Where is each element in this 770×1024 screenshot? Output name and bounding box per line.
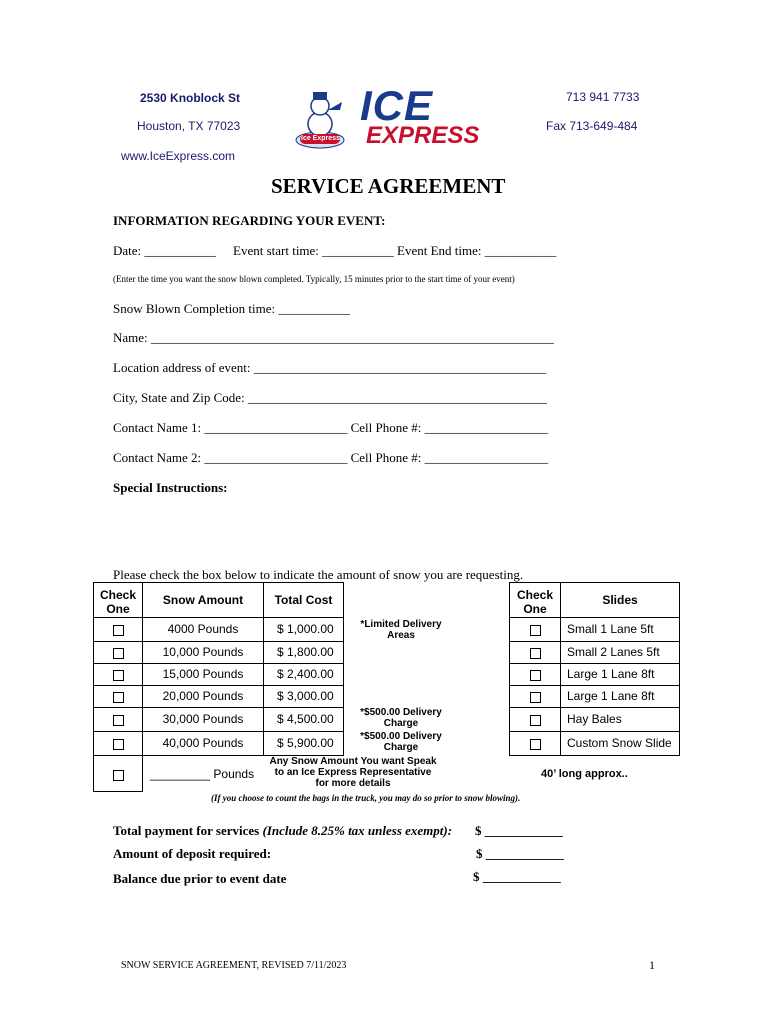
total-payment-text: Total payment for services [113, 823, 260, 838]
speak-representative-note: Any Snow Amount You want Speak to an Ice Express Representative for more details [269, 756, 437, 789]
slide-checkbox[interactable] [530, 715, 541, 726]
snow-amount-cell: 20,000 Pounds [162, 689, 244, 703]
slide-cell: Large 1 Lane 8ft [567, 667, 655, 681]
snow-amount-cell: 10,000 Pounds [162, 645, 244, 659]
page-title: SERVICE AGREEMENT [271, 174, 506, 198]
total-cost-cell: $ 2,400.00 [277, 667, 334, 681]
bags-note: (If you choose to count the bags in the truck, you may do so prior to snow blowing). [211, 793, 521, 803]
company-phone: 713 941 7733 [566, 90, 640, 104]
slide-cell: Small 1 Lane 5ft [567, 622, 654, 636]
snow-amount-cell: 30,000 Pounds [162, 712, 244, 726]
company-website[interactable]: www.IceExpress.com [121, 149, 236, 163]
deposit-value[interactable]: $ ____________ [476, 846, 564, 861]
name-field[interactable]: Name: ______________________________________________________________ [113, 330, 554, 345]
custom-amount-cell[interactable]: _________ Pounds [150, 767, 255, 781]
page-number: 1 [649, 958, 655, 972]
company-city: Houston, TX 77023 [137, 119, 241, 133]
total-cost-cell: $ 5,900.00 [277, 736, 334, 750]
snow-checkbox[interactable] [113, 739, 124, 750]
snow-amount-cell: 15,000 Pounds [162, 667, 244, 681]
slide-checkbox[interactable] [530, 692, 541, 703]
long-approx-note: 40’ long approx.. [541, 768, 628, 780]
total-payment-value[interactable]: $ ____________ [475, 823, 563, 838]
total-cost-cell: $ 1,000.00 [277, 622, 334, 636]
snow-checkbox[interactable] [113, 648, 124, 659]
total-payment-label [113, 823, 452, 839]
company-address: 2530 Knoblock St [140, 91, 241, 105]
event-start-field[interactable]: Event start time: ___________ [233, 243, 394, 258]
tax-note: (Include 8.25% tax unless exempt): [262, 823, 453, 838]
logo-ice-text: ICE [360, 82, 434, 129]
time-note: (Enter the time you want the snow blown completed. Typically, 15 minutes prior to the start time of your event) [113, 274, 515, 284]
total-cost-cell: $ 3,000.00 [277, 689, 334, 703]
date-field[interactable]: Date: ___________ [113, 243, 216, 258]
footer-text: SNOW SERVICE AGREEMENT, REVISED 7/11/2023 [121, 960, 347, 971]
info-heading: INFORMATION REGARDING YOUR EVENT: [113, 213, 386, 228]
slide-cell: Large 1 Lane 8ft [567, 689, 655, 703]
total-cost-cell: $ 1,800.00 [277, 645, 334, 659]
logo-express-text: EXPRESS [366, 122, 480, 149]
delivery-charge-note-1: *$500.00 Delivery Charge [360, 707, 442, 729]
balance-value[interactable]: $ ____________ [473, 869, 561, 884]
snow-checkbox[interactable] [113, 625, 124, 636]
header-total-cost: Total Cost [274, 593, 333, 607]
slide-checkbox[interactable] [530, 670, 541, 681]
header-check-left: Check One [99, 588, 137, 616]
balance-label: Balance due prior to event date [113, 871, 287, 886]
event-end-field[interactable]: Event End time: ___________ [397, 243, 557, 258]
header-slides: Slides [602, 593, 638, 607]
header-check-right: Check One [516, 588, 554, 616]
snow-amount-cell: 4000 Pounds [167, 622, 239, 636]
slide-cell: Small 2 Lanes 5ft [567, 645, 660, 659]
snow-checkbox[interactable] [113, 692, 124, 703]
contact1-field[interactable]: Contact Name 1: ______________________ Cell Phone #: ___________________ [113, 420, 549, 435]
total-cost-cell: $ 4,500.00 [277, 712, 334, 726]
check-instruction: Please check the box below to indicate the amount of snow you are requesting. [113, 567, 524, 582]
snow-amount-cell: 40,000 Pounds [162, 736, 244, 750]
special-instructions-label: Special Instructions: [113, 480, 228, 495]
location-field[interactable]: Location address of event: _____________________________________________ [113, 360, 547, 375]
delivery-charge-note-2: *$500.00 Delivery Charge [360, 731, 442, 753]
city-state-field[interactable]: City, State and Zip Code: ______________________________________________ [113, 390, 547, 405]
snow-checkbox[interactable] [113, 670, 124, 681]
deposit-label: Amount of deposit required: [113, 846, 272, 861]
header-snow-amount: Snow Amount [162, 593, 244, 607]
snow-checkbox[interactable] [113, 715, 124, 726]
slide-cell: Hay Bales [567, 712, 622, 726]
slide-checkbox[interactable] [530, 625, 541, 636]
snow-blown-field[interactable]: Snow Blown Completion time: ___________ [113, 301, 350, 316]
limited-delivery-note: *Limited Delivery Areas [360, 619, 442, 641]
logo-badge-text: Ice Express [301, 135, 340, 142]
ice-express-logo [292, 82, 494, 152]
snow-checkbox[interactable] [113, 770, 124, 781]
slide-cell: Custom Snow Slide [567, 736, 672, 750]
slide-checkbox[interactable] [530, 648, 541, 659]
slide-checkbox[interactable] [530, 739, 541, 750]
contact2-field[interactable]: Contact Name 2: ______________________ Cell Phone #: ___________________ [113, 450, 549, 465]
company-fax: Fax 713-649-484 [546, 119, 638, 133]
